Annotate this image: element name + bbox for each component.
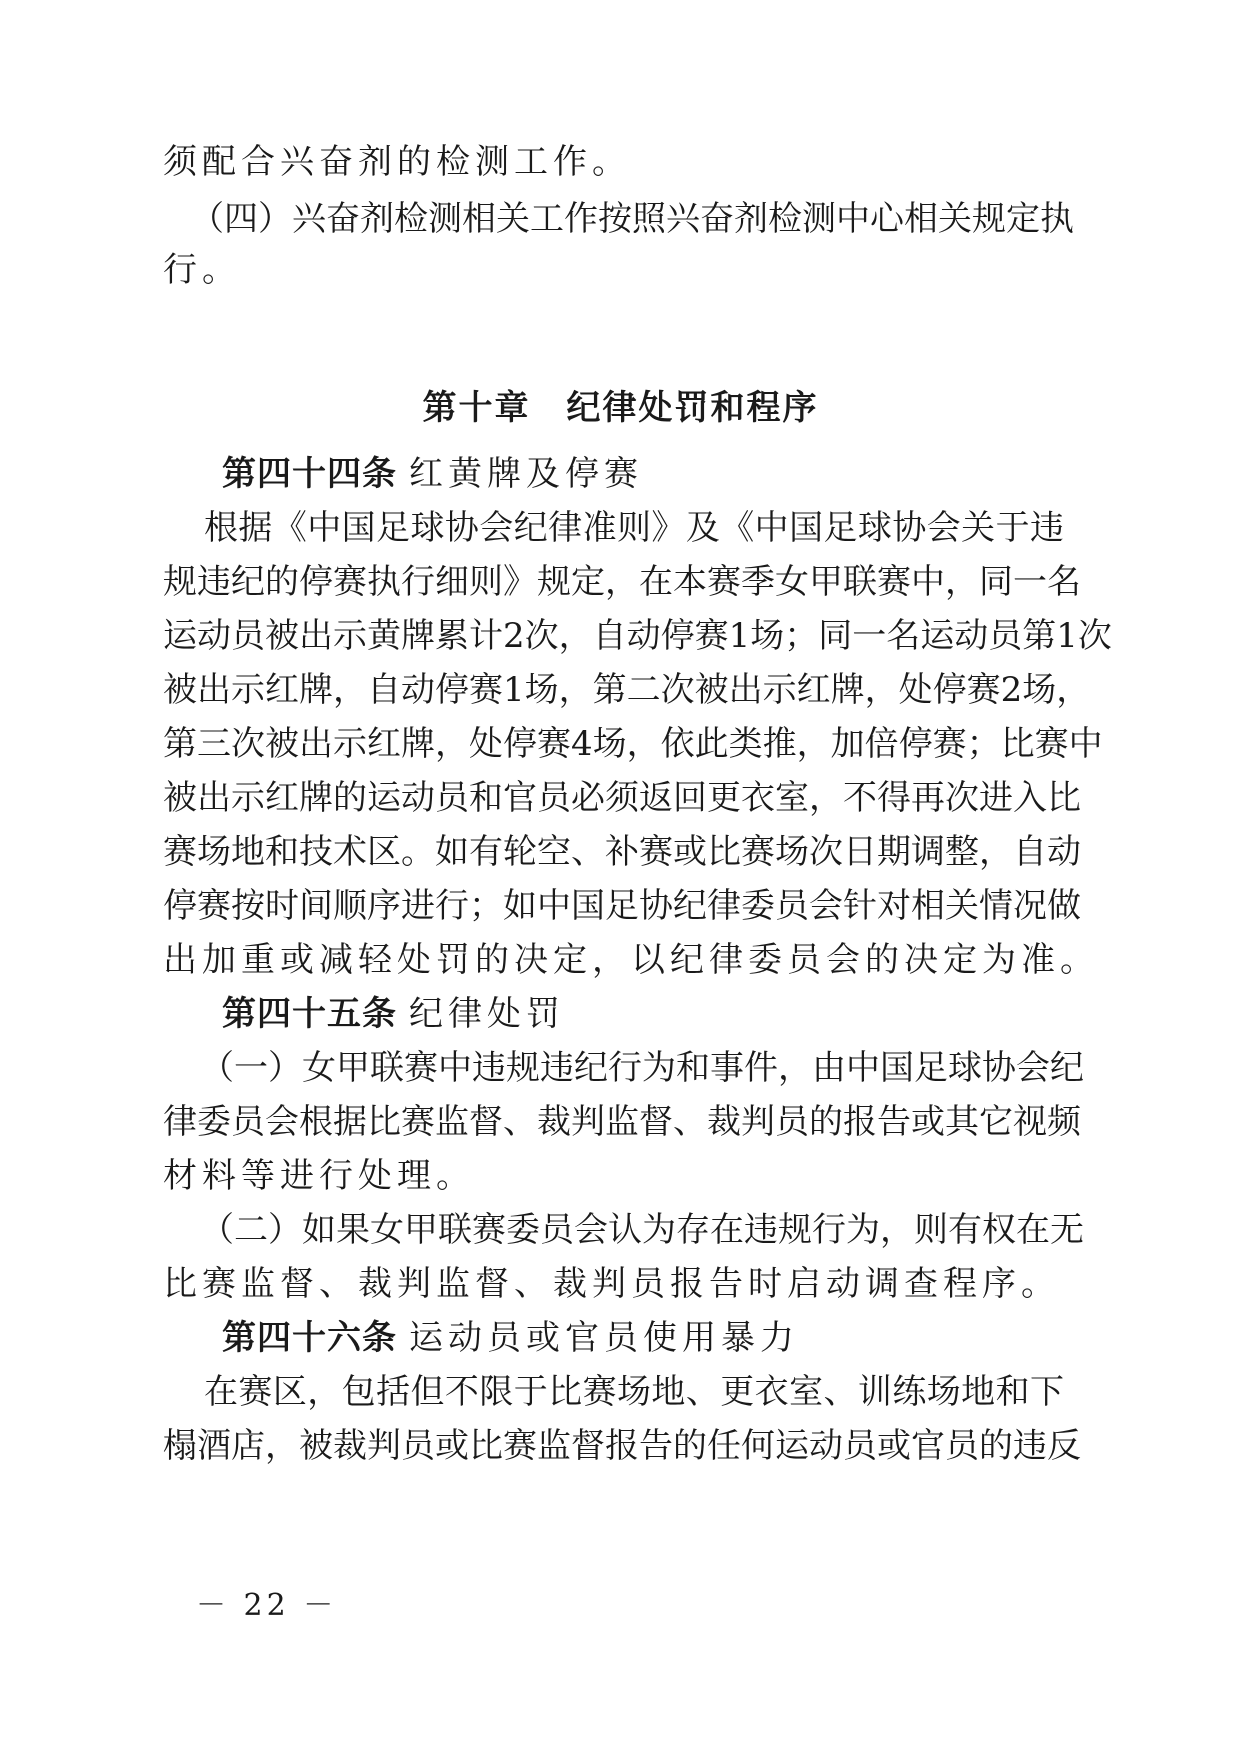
article-44-heading: [222, 446, 643, 502]
paragraph-line: 行。: [163, 250, 241, 290]
paragraph-line: 根据《中国足球协会纪律准则》及《中国足球协会关于违: [204, 508, 1064, 548]
paragraph-line: 律委员会根据比赛监督、裁判监督、裁判员的报告或其它视频: [163, 1102, 1081, 1142]
paragraph-line: 赛场地和技术区。如有轮空、补赛或比赛场次日期调整，自动: [163, 832, 1081, 872]
chapter-title: 第十章 纪律处罚和程序: [422, 388, 819, 428]
paragraph-line: 比赛监督、裁判监督、裁判员报告时启动调查程序。: [163, 1264, 1060, 1304]
article-title: 运动员或官员使用暴力: [409, 1318, 799, 1358]
paragraph-line: 出加重或减轻处罚的决定，以纪律委员会的决定为准。: [163, 940, 1099, 980]
paragraph-line: 在赛区，包括但不限于比赛场地、更衣室、训练场地和下: [204, 1372, 1064, 1412]
paragraph-line: 被出示红牌的运动员和官员必须返回更衣室，不得再次进入比: [163, 778, 1081, 818]
article-46-heading: [222, 1310, 799, 1366]
paragraph-line: 材料等进行处理。: [163, 1156, 475, 1196]
article-number: 第四十六条: [222, 1318, 397, 1358]
paragraph-line: （一）女甲联赛中违规违纪行为和事件，由中国足球协会纪: [200, 1048, 1084, 1088]
paragraph-line: （二）如果女甲联赛委员会认为存在违规行为，则有权在无: [200, 1210, 1084, 1250]
paragraph-line: 第三次被出示红牌，处停赛4场，依此类推，加倍停赛；比赛中: [163, 724, 1103, 764]
paragraph-line: 停赛按时间顺序进行；如中国足协纪律委员会针对相关情况做: [163, 886, 1081, 926]
paragraph-line: 规违纪的停赛执行细则》规定，在本赛季女甲联赛中，同一名: [163, 562, 1081, 602]
page-number: － 22 －: [196, 1588, 338, 1623]
article-title: 红黄牌及停赛: [409, 454, 643, 494]
article-number: 第四十四条: [222, 454, 397, 494]
paragraph-line: 须配合兴奋剂的检测工作。: [163, 142, 631, 182]
paragraph-line: 榻酒店，被裁判员或比赛监督报告的任何运动员或官员的违反: [163, 1426, 1081, 1466]
paragraph-line: （四）兴奋剂检测相关工作按照兴奋剂检测中心相关规定执: [190, 199, 1074, 239]
paragraph-line: 被出示红牌，自动停赛1场，第二次被出示红牌，处停赛2场，: [163, 670, 1091, 710]
article-number: 第四十五条: [222, 994, 397, 1034]
article-title: 纪律处罚: [409, 994, 565, 1034]
paragraph-line: 运动员被出示黄牌累计2次，自动停赛1场；同一名运动员第1次: [163, 616, 1112, 656]
article-45-heading: [222, 986, 565, 1042]
